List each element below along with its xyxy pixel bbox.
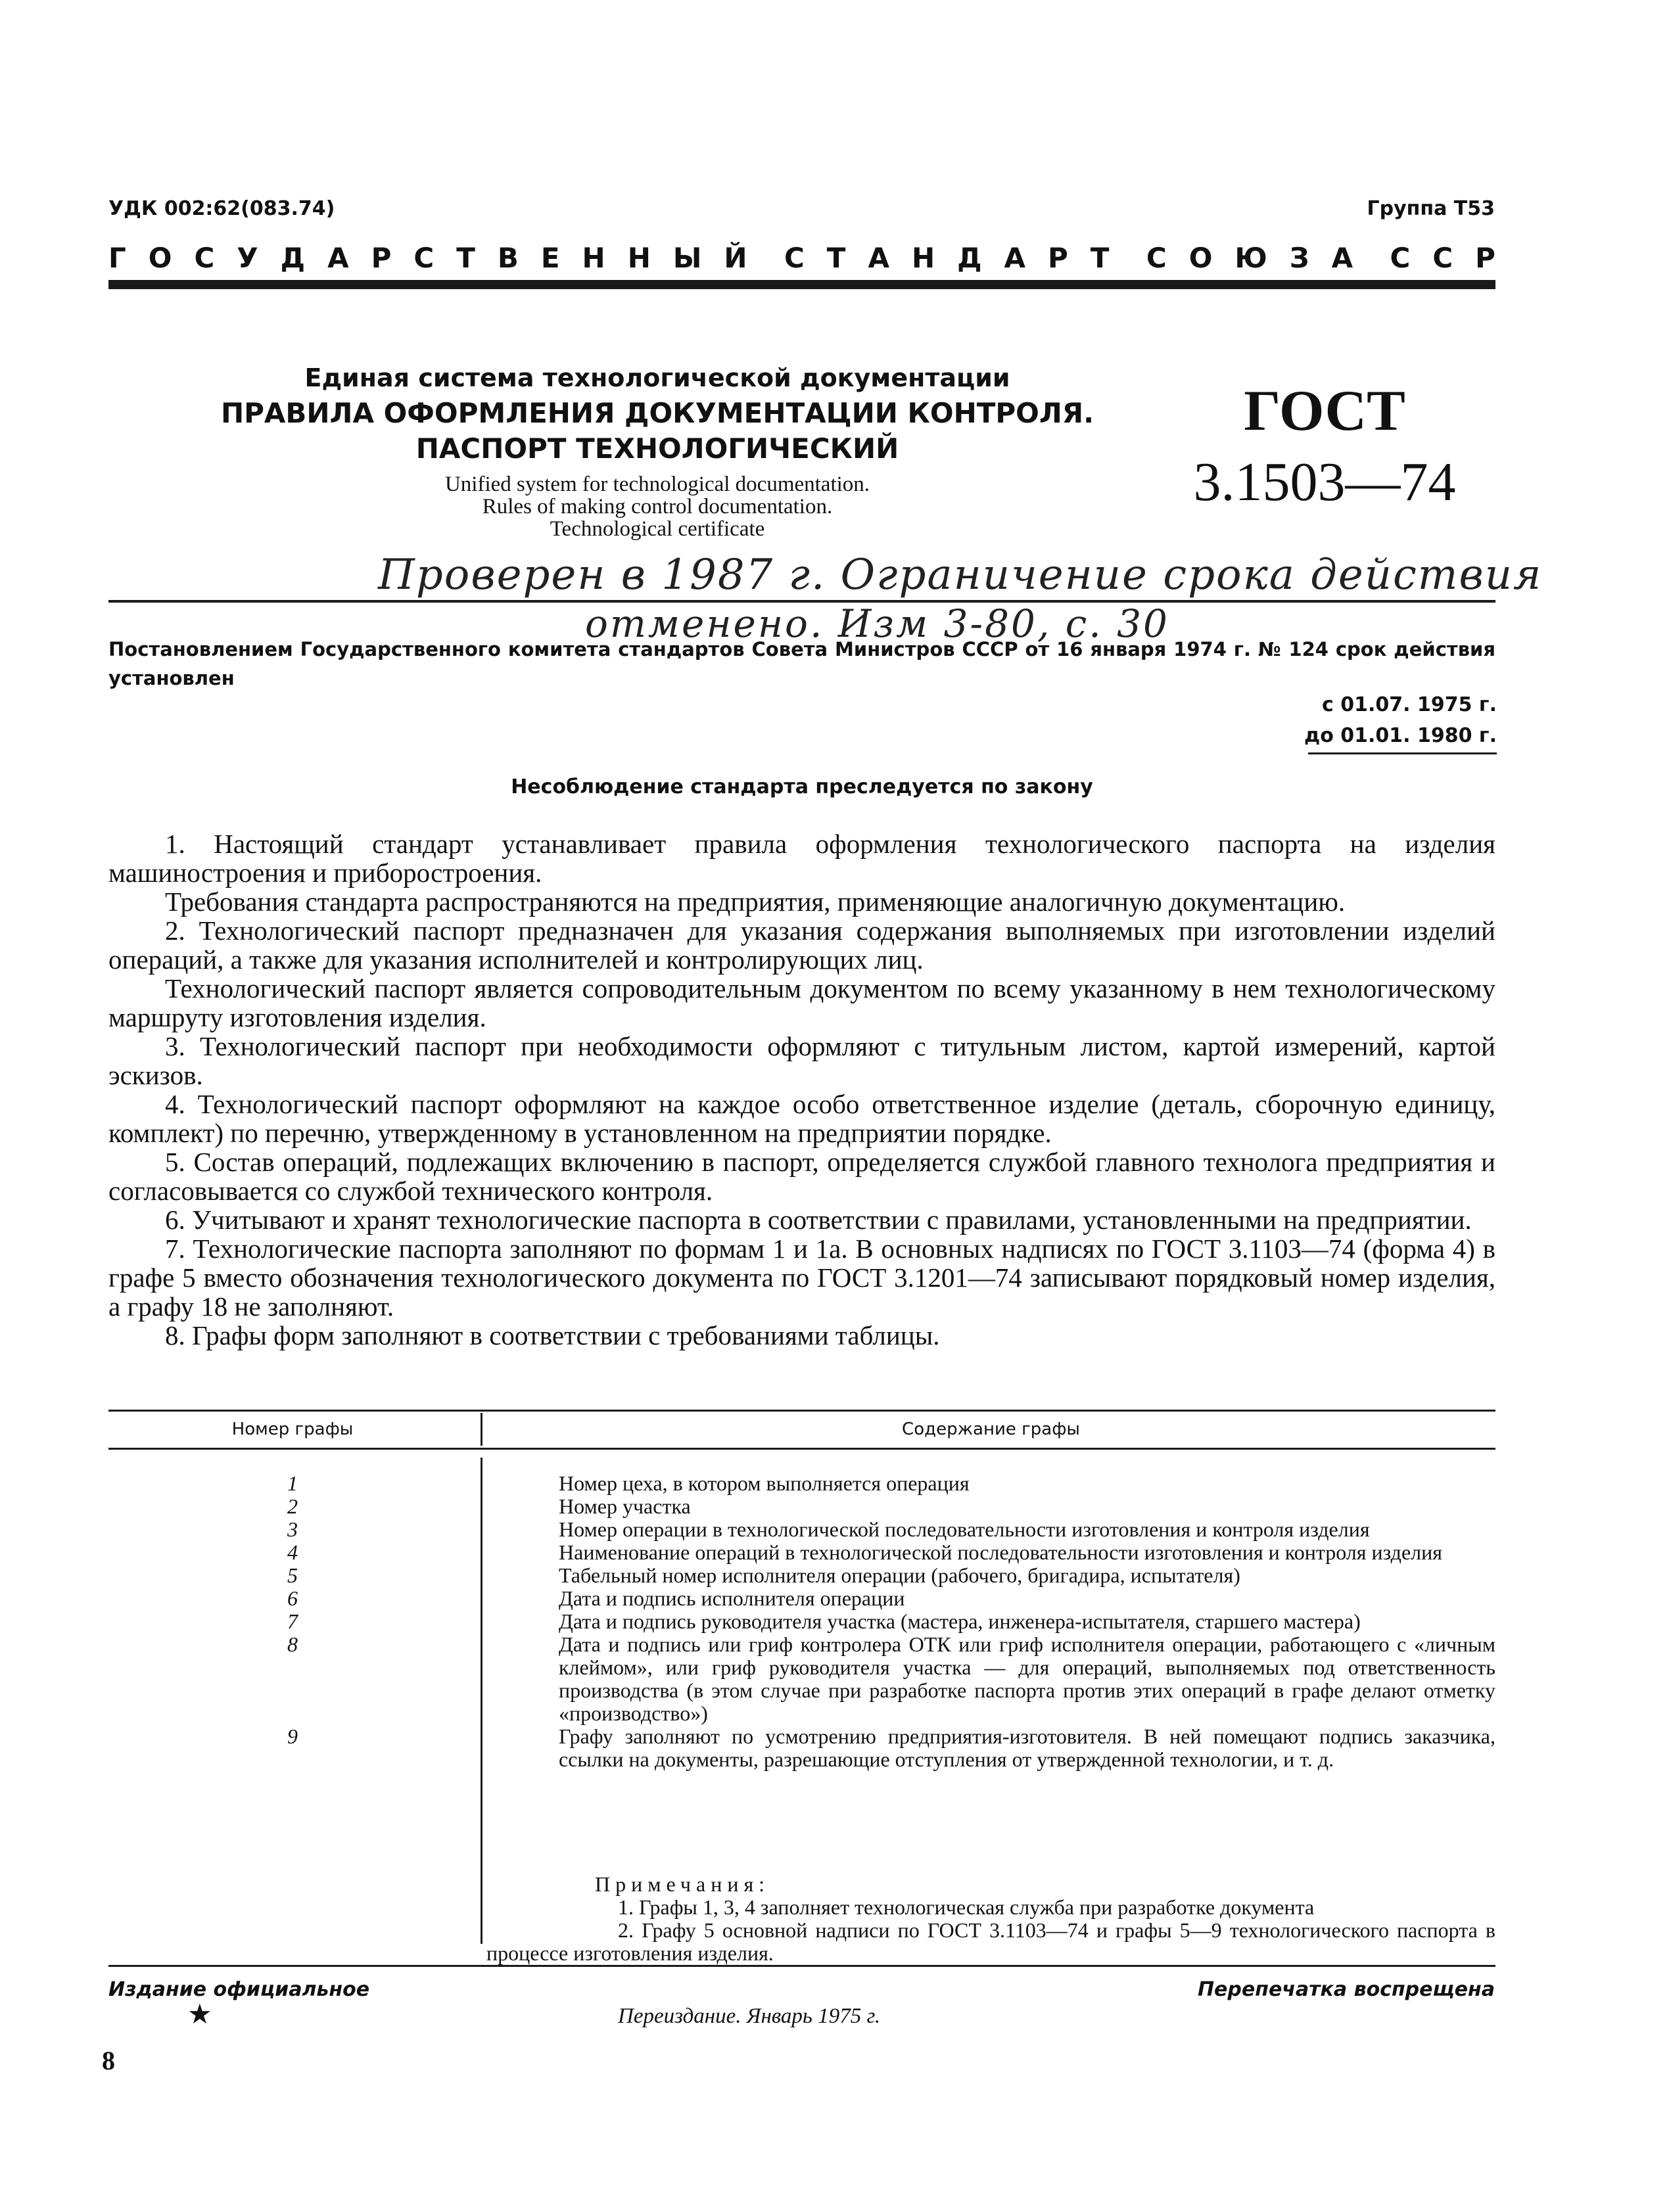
table-row (108, 1610, 1495, 1633)
handwritten-note-line: отменено. Изм 3-80, с. 30 (585, 601, 1169, 646)
official-edition-label: Издание официальное (108, 1978, 370, 2001)
body-paragraph: 6. Учитывают и хранят технологические паспорта в соответствии с правилами, установленными на предприятии. (165, 1205, 1472, 1235)
validity-end-date: до 01.01. 1980 г. (1304, 724, 1497, 747)
legal-notice: Несоблюдение стандарта преследуется по закону (511, 775, 1093, 798)
table-row (108, 1564, 1495, 1587)
star-icon: ★ (187, 2000, 212, 2030)
udk-code: УДК 002:62(083.74) (108, 197, 335, 220)
note-item: 2. Графу 5 основной надписи по ГОСТ 3.1103—74 и графы 5—9 технологического паспорта в процессе изготовления изделия. (486, 1918, 1495, 1965)
system-title: Единая система технологической документации (304, 363, 1010, 392)
table-column-divider (481, 1413, 482, 1446)
document-title-line: ПАСПОРТ ТЕХНОЛОГИЧЕСКИЙ (415, 432, 899, 465)
row-number: 6 (287, 1586, 298, 1610)
body-paragraph: 4. Технологический паспорт оформляют на каждое особо ответственное изделие (деталь, сборочную единицу, комплект) по перечню, утвержденному в установленном на предприятии порядке. (108, 1089, 1495, 1148)
body-paragraph: 1. Настоящий стандарт устанавливает правила оформления технологического паспорта на изделия машиностроения и приборостроения. (108, 829, 1495, 888)
body-paragraph: 7. Технологические паспорта заполняют по формам 1 и 1а. В основных надписях по ГОСТ 3.1103—74 (форма 4) в графе 5 вместо обозначения технологического документа по ГОСТ 3.1201—74 записывают порядковый номер изделия, а графу 18 не заполняют. (108, 1233, 1495, 1322)
table-row (108, 1495, 1495, 1518)
table-row (108, 1587, 1495, 1610)
table-header-content: Содержание графы (902, 1419, 1080, 1439)
table-row (108, 1472, 1495, 1495)
table-header-rule (108, 1448, 1495, 1450)
row-number: 3 (287, 1517, 298, 1541)
english-title-line: Rules of making control documentation. (482, 495, 833, 518)
table-row (108, 1633, 1495, 1725)
heading-word: ССР (1390, 242, 1518, 274)
body-paragraph: 8. Графы форм заполняют в соответствии с требованиями таблицы. (165, 1320, 940, 1350)
english-title-line: Unified system for technological documentation. (444, 472, 870, 496)
reprint-forbidden-label: Перепечатка воспрещена (1197, 1978, 1495, 2001)
heading-word: ГОСУДАРСТВЕННЫЙ (108, 242, 770, 274)
notes-title: Примечания: (595, 1872, 770, 1896)
date-rule (1308, 752, 1497, 754)
row-number: 7 (287, 1609, 298, 1633)
body-paragraph: Требования стандарта распространяются на предприятия, применяющие аналогичную документацию. (165, 887, 1346, 917)
row-content: Наименование операций в технологической последовательности изготовления и контроля изделия (559, 1540, 1442, 1564)
title-block (197, 360, 1117, 540)
body-paragraph: 2. Технологический паспорт предназначен для указания содержания выполняемых при изготовлении изделий операций, а также для указания исполнителей и контролирующих лиц. (108, 915, 1495, 975)
english-title-line: Technological certificate (550, 517, 765, 541)
row-number: 2 (287, 1494, 298, 1518)
handwritten-note-line: Проверен в 1987 г. Ограничение срока действия (378, 551, 1543, 599)
gost-label: ГОСТ (1244, 379, 1405, 443)
english-title (197, 473, 1117, 540)
row-content: Номер участка (559, 1494, 691, 1518)
body-paragraph: 3. Технологический паспорт при необходимости оформляют с титульным листом, картой измерений, картой эскизов. (108, 1031, 1495, 1090)
table-header-number: Номер графы (231, 1419, 354, 1439)
row-number: 1 (287, 1471, 298, 1495)
body-paragraph: Технологический паспорт является сопроводительным документом по всему указанному в нем технологическому маршруту изготовления изделия. (108, 973, 1495, 1032)
standard-body (108, 829, 1495, 1350)
group-code: Группа Т53 (1367, 197, 1495, 220)
bottom-rule (108, 1965, 1495, 1967)
row-number: 5 (287, 1563, 298, 1587)
body-paragraph: 5. Состав операций, подлежащих включению в паспорт, определяется службой главного технолога предприятия и согласовывается со службой технического контроля. (108, 1147, 1495, 1206)
resolution-text (108, 635, 1495, 693)
row-content: Графу заполняют по усмотрению предприятия-изготовителя. В ней помещают подпись заказчика, ссылки на документы, разрешающие отступления от утвержденной технологии, и т. д. (559, 1724, 1495, 1771)
document-title (197, 396, 1117, 467)
validity-start-date: с 01.07. 1975 г. (1322, 693, 1497, 716)
row-content: Дата и подпись исполнителя операции (559, 1586, 905, 1610)
table-row (108, 1725, 1495, 1771)
top-rule (108, 280, 1495, 289)
table-body (108, 1472, 1495, 1771)
table-row (108, 1518, 1495, 1541)
document-title-line: ПРАВИЛА ОФОРМЛЕНИЯ ДОКУМЕНТАЦИИ КОНТРОЛЯ. (220, 397, 1094, 429)
row-number: 9 (287, 1724, 298, 1748)
state-standard-heading (108, 242, 1518, 274)
row-content: Табельный номер исполнителя операции (рабочего, бригадира, испытателя) (559, 1563, 1240, 1587)
note-item: 1. Графы 1, 3, 4 заполняет технологическая служба при разработке документа (618, 1895, 1315, 1919)
gost-number: 3.1503—74 (1193, 451, 1456, 513)
row-content: Номер операции в технологической последовательности изготовления и контроля изделия (559, 1517, 1370, 1541)
heading-word: СТАНДАРТ (784, 242, 1132, 274)
table-row (108, 1541, 1495, 1564)
table-top-rule (108, 1410, 1495, 1412)
resolution-sentence: Постановлением Государственного комитета стандартов Совета Министров СССР от 16 января 1974 г. № 124 срок действия установлен (108, 638, 1495, 689)
page-number: 8 (102, 2046, 115, 2075)
row-content: Дата и подпись руководителя участка (мастера, инженера-испытателя, старшего мастера) (559, 1609, 1361, 1633)
table-notes (486, 1873, 1495, 1965)
row-number: 4 (287, 1540, 298, 1564)
heading-word: СОЮЗА (1146, 242, 1376, 274)
row-number: 8 (287, 1632, 298, 1656)
row-content: Дата и подпись или гриф контролера ОТК или гриф исполнителя операции, работающего с «личным клеймом», или гриф руководителя участка — для операций, выполняемых под ответственность производства (в этом случае при разработке паспорта против этих операций в графе делают отметку «производство») (559, 1632, 1495, 1725)
row-content: Номер цеха, в котором выполняется операция (559, 1471, 970, 1495)
reprint-edition-note: Переиздание. Январь 1975 г. (618, 2004, 881, 2028)
